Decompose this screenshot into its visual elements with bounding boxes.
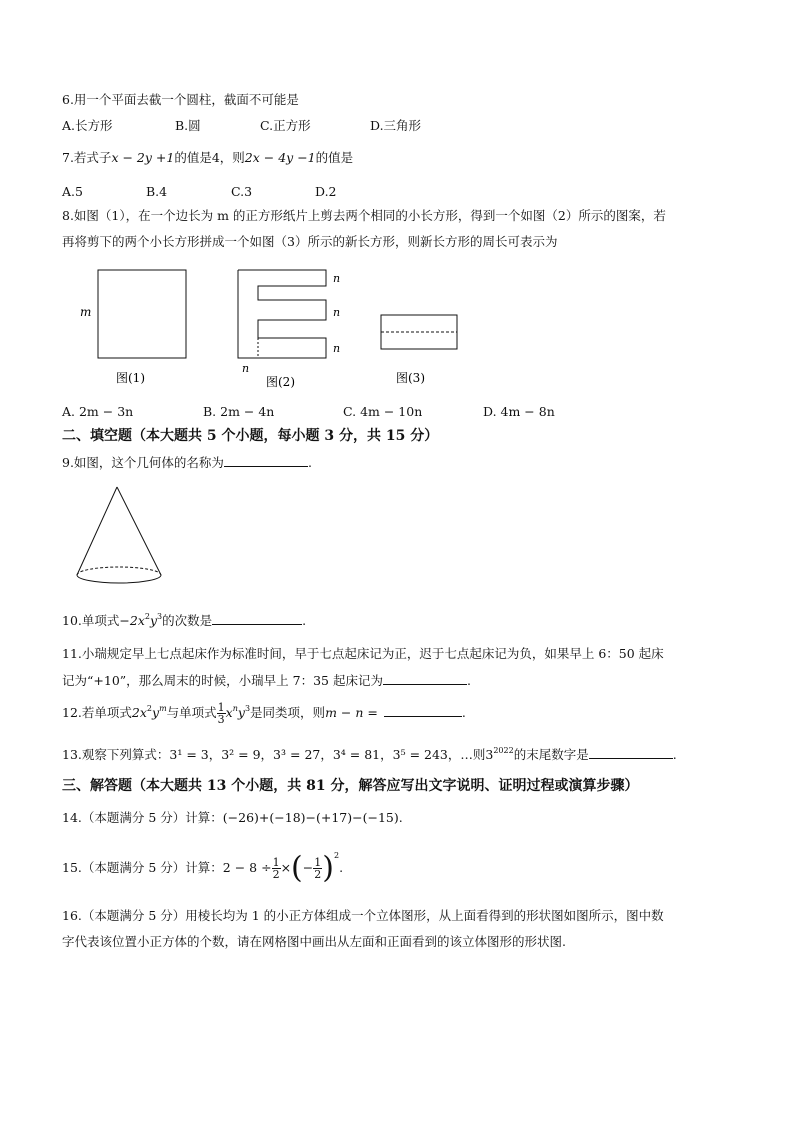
- section2-title: 二、填空题（本大题共 5 个小题，每小题 3 分，共 15 分）: [62, 428, 439, 444]
- q15-fraction-2: [313, 857, 322, 880]
- q8-figure-2: [228, 262, 358, 392]
- q9-prompt: 9.如图，这个几何体的名称为: [62, 455, 224, 470]
- q15-end: .: [339, 860, 344, 875]
- q15-right-paren: ): [322, 850, 334, 886]
- q9-end: .: [307, 455, 312, 470]
- q14-prompt: 14.（本题满分 5 分）计算：: [62, 810, 223, 825]
- q7-pre: 7.若式子: [62, 150, 112, 165]
- q8-option-d: D. 4m − 8n: [483, 404, 555, 419]
- fig2-label-n-3: n: [333, 342, 341, 355]
- q15-frac1-num: 1: [272, 856, 280, 869]
- q15-fraction-1: [272, 857, 281, 880]
- q7-option-d: D.2: [315, 184, 337, 199]
- q8-option-a: A. 2m − 3n: [62, 404, 134, 419]
- q12-exp-m: m: [159, 704, 167, 713]
- q8-figure-1: [78, 268, 198, 393]
- q15-text: [62, 848, 343, 888]
- q12-end: .: [461, 705, 466, 720]
- q6-option-d: D.三角形: [370, 118, 422, 133]
- q13-text: [62, 746, 677, 763]
- q6-option-c: C.正方形: [260, 118, 311, 133]
- q12-exp-n: n: [232, 704, 238, 713]
- cone-right-edge: [117, 487, 161, 575]
- q7-expr1: x − 2y +1: [111, 150, 175, 165]
- q12-frac-num: 1: [217, 701, 225, 714]
- cone-base-back: [77, 567, 161, 575]
- q8-text-line2: 再将剪下的两个小长方形拼成一个如图（3）所示的新长方形，则新长方形的周长可表示为: [62, 234, 558, 249]
- q15-frac2-den: 2: [314, 868, 322, 881]
- q14-expr: (−26)+(−18)−(+17)−(−15).: [222, 810, 403, 825]
- q6-option-b: B.圆: [175, 118, 201, 133]
- q12-mid: 与单项式: [166, 705, 217, 720]
- q11-end: .: [466, 673, 471, 688]
- q12-y2: y: [237, 705, 245, 720]
- cone-left-edge: [77, 487, 117, 575]
- q12-exp3: 3: [244, 704, 251, 713]
- q12-text: [62, 698, 466, 728]
- q10-post: 的次数是: [162, 613, 213, 628]
- q12-pre: 12.若单项式: [62, 705, 132, 720]
- q13-prompt: 13.观察下列算式：3¹ = 3，3² = 9，3³ = 27，3⁴ = 81，3⁵ = 243，…则: [62, 747, 486, 762]
- q15-times: ×: [280, 860, 292, 875]
- q10-exp1: 2: [144, 612, 150, 621]
- fig1-label-m: m: [80, 305, 92, 319]
- q13-base: 3: [485, 747, 494, 762]
- q12-mid2: 是同类项，则: [250, 705, 326, 720]
- q7-expr2: 2x − 4y −1: [244, 150, 316, 165]
- q12-expr2: x: [225, 705, 233, 720]
- fig3-caption: 图(3): [396, 371, 425, 385]
- q11-text-line2: [62, 672, 471, 689]
- q14-text: [62, 810, 403, 826]
- fig2-label-n-4: n: [242, 362, 250, 375]
- q15-minus: −: [302, 860, 314, 875]
- cone-base-front: [77, 575, 161, 583]
- q16-text-line1: 16.（本题满分 5 分）用棱长均为 1 的小正方体组成一个立体图形，从上面看得到的形状图如图所示，图中数: [62, 908, 664, 923]
- q13-end: .: [672, 747, 677, 762]
- q10-y: y: [149, 613, 158, 628]
- q12-expr3: m − n =: [325, 705, 378, 720]
- q15-exp: 2: [333, 851, 340, 860]
- q10-pre: 10.单项式: [62, 613, 120, 628]
- q11-answer-blank: [383, 672, 467, 685]
- q9-cone-figure: [74, 484, 166, 588]
- fig2-label-n-1: n: [333, 272, 341, 285]
- q15-expr-pre: 2 − 8 ÷: [222, 860, 272, 875]
- q10-end: .: [302, 613, 307, 628]
- q10-answer-blank: [212, 612, 302, 625]
- e-shape: [238, 270, 326, 358]
- q12-frac-den: 3: [217, 713, 225, 726]
- q12-expr1: 2x: [131, 705, 147, 720]
- q13-answer-blank: [589, 746, 673, 759]
- q8-option-c: C. 4m − 10n: [343, 404, 423, 419]
- q15-frac2-num: 1: [314, 856, 322, 869]
- fig2-caption: 图(2): [266, 375, 295, 389]
- fig2-label-n-2: n: [333, 306, 341, 319]
- q12-exp1: 2: [146, 704, 152, 713]
- section3-title: 三、解答题（本大题共 13 个小题，共 81 分，解答应写出文字说明、证明过程或演算步骤）: [62, 778, 639, 794]
- q13-exp: 2022: [493, 746, 514, 755]
- q13-post: 的末尾数字是: [513, 747, 589, 762]
- q7-mid: 的值是4，则: [174, 150, 245, 165]
- q7-post: 的值是: [315, 150, 354, 165]
- q10-text: [62, 612, 306, 629]
- q16-text-line2: 字代表该位置小正方体的个数，请在网格图中画出从左面和正面看到的该立体图形的形状图.: [62, 934, 566, 949]
- q7-text: [62, 150, 353, 166]
- q10-exp2: 3: [157, 612, 163, 621]
- square-shape: [98, 270, 186, 358]
- q8-option-b: B. 2m − 4n: [203, 404, 275, 419]
- q7-option-b: B.4: [146, 184, 168, 199]
- q11-prompt: 记为“+10”，那么周末的时候，小瑞早上 7：35 起床记为: [62, 673, 383, 688]
- q15-left-paren: (: [291, 850, 303, 886]
- q12-y1: y: [152, 705, 160, 720]
- q9-text: [62, 454, 312, 471]
- q12-fraction: [217, 702, 226, 725]
- fig1-caption: 图(1): [116, 371, 145, 385]
- q8-figure-3: [378, 310, 468, 390]
- q15-frac1-den: 2: [272, 868, 280, 881]
- q9-answer-blank: [224, 454, 308, 467]
- q6-text: 6.用一个平面去截一个圆柱，截面不可能是: [62, 92, 299, 107]
- q12-answer-blank: [384, 704, 462, 717]
- q6-option-a: A.长方形: [62, 118, 113, 133]
- q15-prompt: 15.（本题满分 5 分）计算：: [62, 860, 223, 875]
- q10-expr: −2x: [119, 613, 145, 628]
- q8-text-line1: 8.如图（1），在一个边长为 m 的正方形纸片上剪去两个相同的小长方形，得到一个如图（2）所示的图案，若: [62, 208, 666, 223]
- q11-text-line1: 11.小瑞规定早上七点起床作为标准时间，早于七点起床记为正，迟于七点起床记为负，如果早上 6：50 起床: [62, 646, 664, 661]
- q7-option-a: A.5: [62, 184, 83, 199]
- q7-option-c: C.3: [231, 184, 253, 199]
